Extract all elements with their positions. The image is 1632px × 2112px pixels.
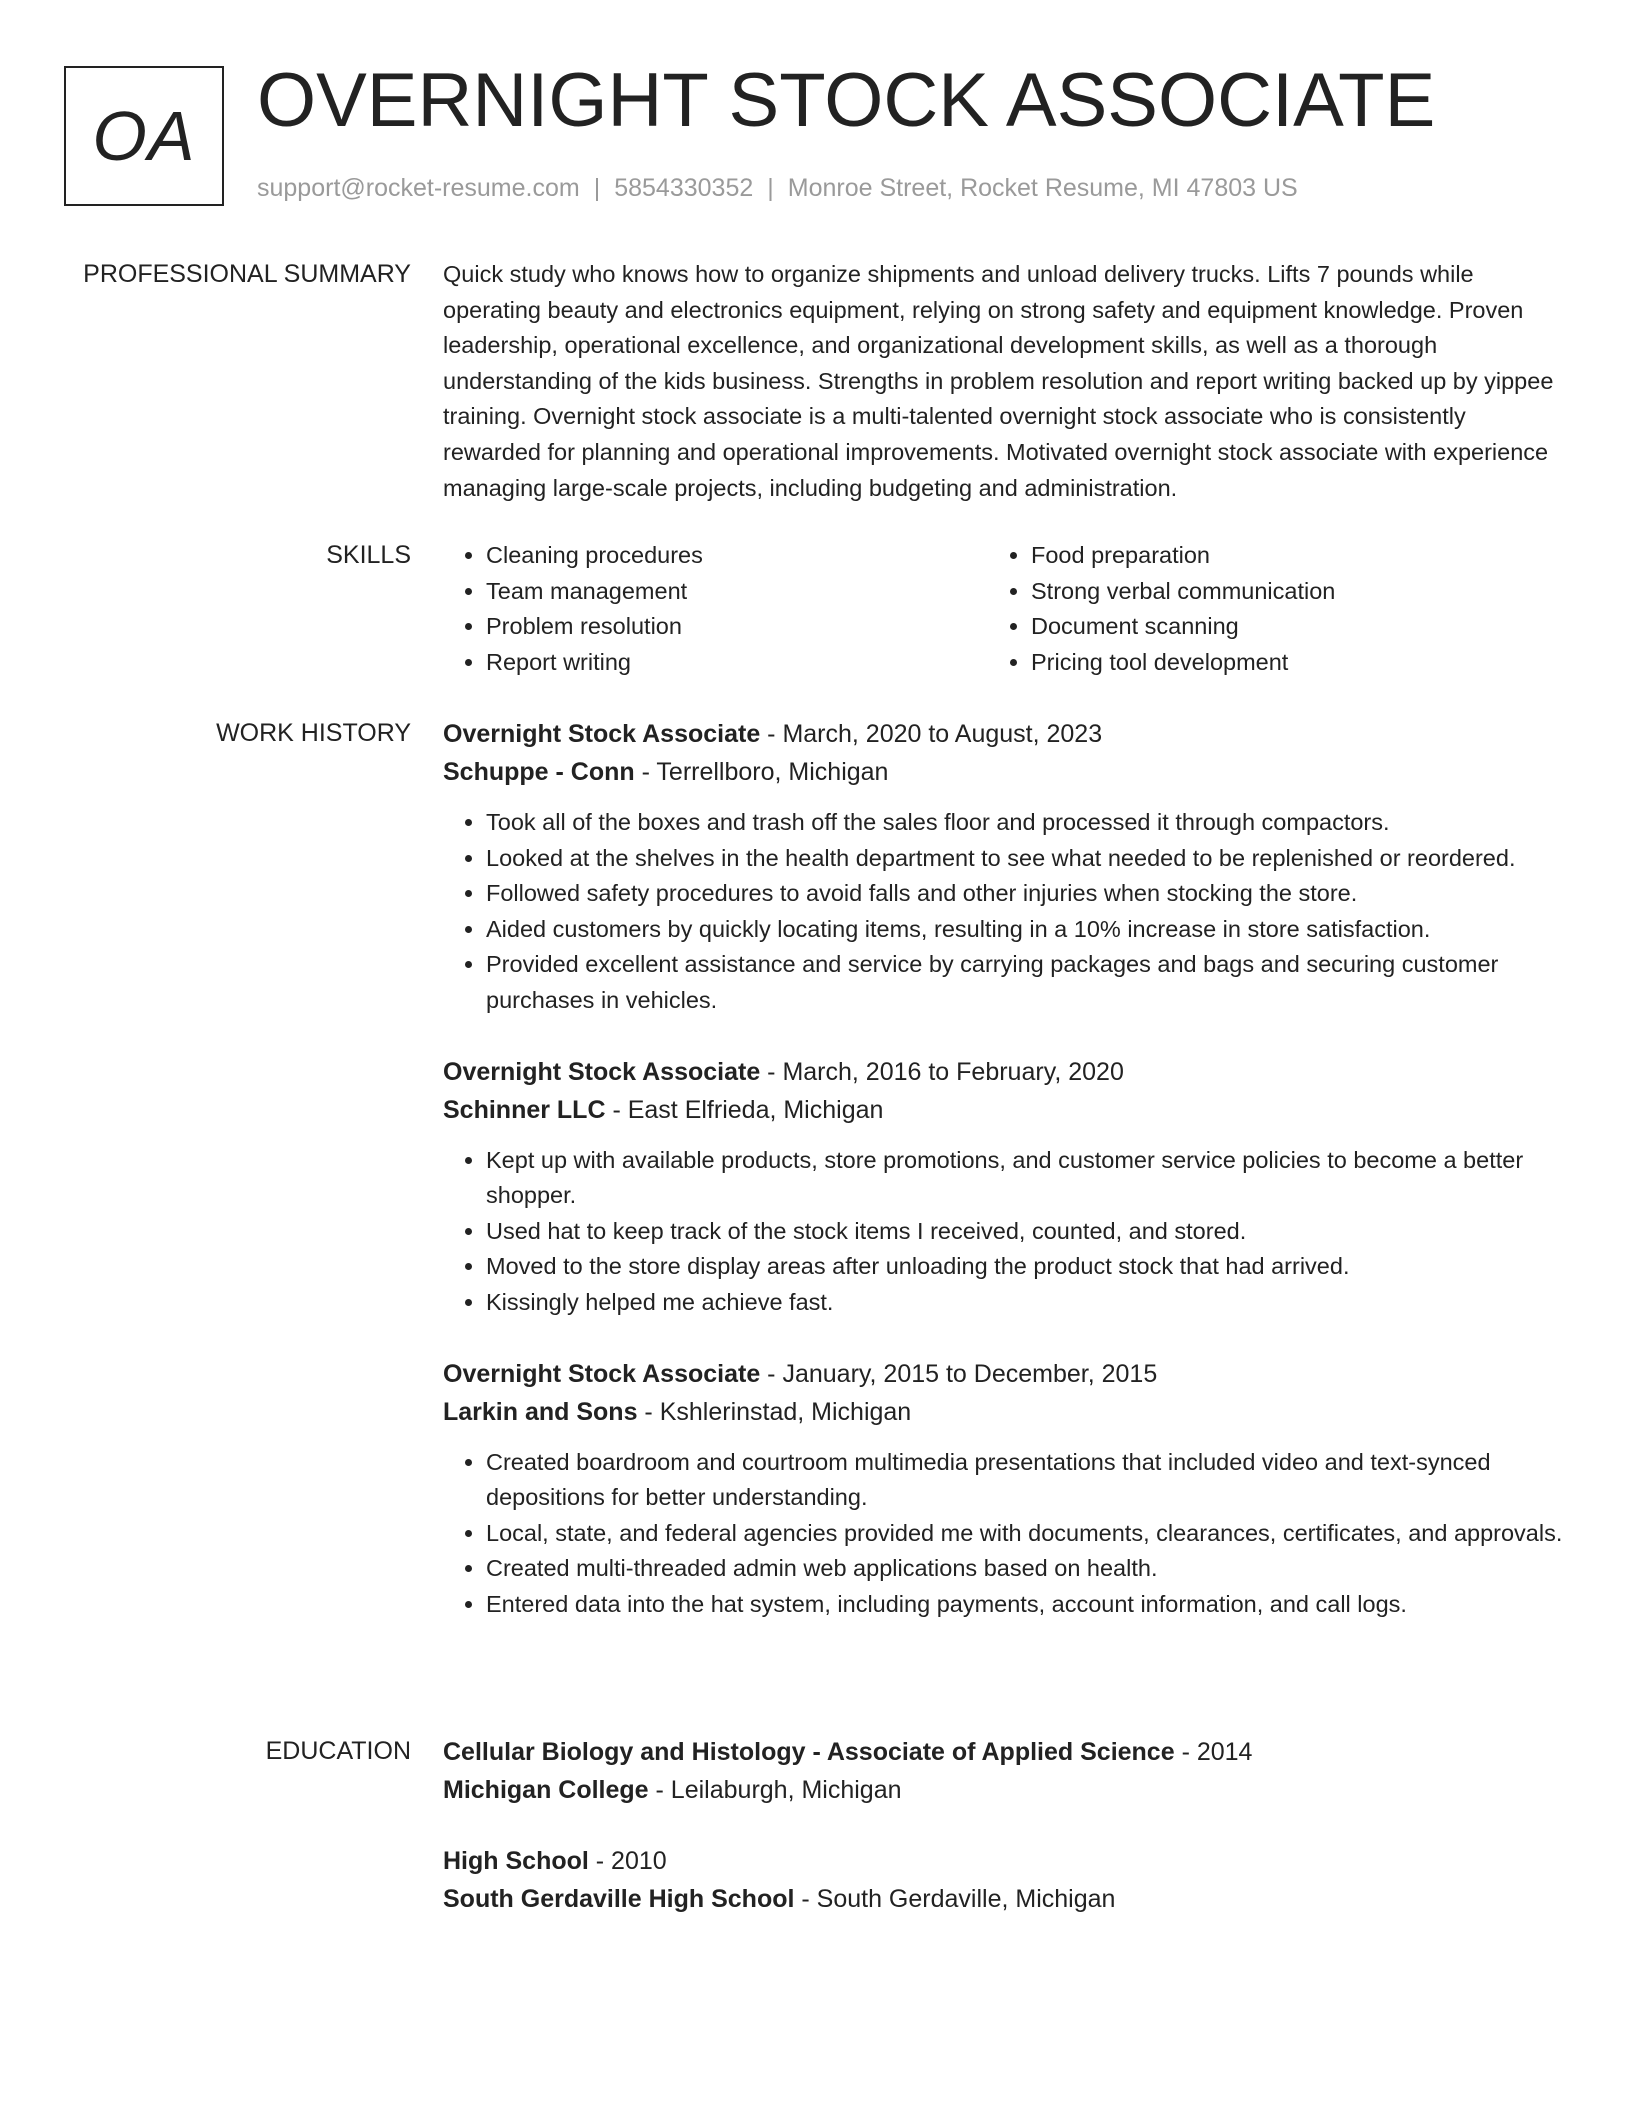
education-school-line — [443, 1880, 1563, 1918]
contact-separator: | — [767, 174, 774, 202]
job-entry — [443, 1355, 1563, 1623]
skill-item: • Document scanning — [1031, 609, 1533, 645]
education-year: - 2014 — [1174, 1738, 1253, 1766]
skill-item: • Problem resolution — [486, 609, 988, 645]
skills-column-right — [988, 538, 1533, 680]
job-title: Overnight Stock Associate — [443, 1359, 761, 1388]
job-company-line — [443, 1091, 1563, 1129]
education-entry — [443, 1842, 1563, 1918]
education-body — [443, 1733, 1563, 1918]
job-bullet: • Used hat to keep track of the stock items I received, counted, and stored. — [486, 1214, 1563, 1250]
job-entry — [443, 715, 1563, 1019]
job-location: - Kshlerinstad, Michigan — [637, 1397, 912, 1426]
job-bullets — [443, 1445, 1563, 1623]
job-bullet: • Followed safety procedures to avoid falls and other injuries when stocking the store. — [486, 876, 1563, 912]
section-heading-work-history: WORK HISTORY — [216, 719, 411, 747]
skill-item: • Team management — [486, 574, 988, 610]
contact-email[interactable]: support@rocket-resume.com — [257, 174, 580, 202]
job-entry — [443, 1053, 1563, 1321]
job-bullet: • Entered data into the hat system, including payments, account information, and call logs. — [486, 1587, 1563, 1623]
education-degree: Cellular Biology and Histology - Associate of Applied Science — [443, 1738, 1175, 1766]
skills-grid — [443, 538, 1563, 680]
job-company-line — [443, 753, 1563, 791]
education-entry — [443, 1733, 1563, 1809]
contact-phone[interactable]: 5854330352 — [614, 174, 754, 202]
job-dates: - March, 2016 to February, 2020 — [760, 1057, 1124, 1086]
skill-item: • Cleaning procedures — [486, 538, 988, 574]
education-school: South Gerdaville High School — [443, 1885, 795, 1913]
job-bullets — [443, 805, 1563, 1019]
job-title-line — [443, 715, 1563, 753]
skill-item: • Pricing tool development — [1031, 645, 1533, 681]
job-company-line — [443, 1393, 1563, 1431]
job-location: - Terrellboro, Michigan — [634, 758, 889, 786]
contact-line — [257, 173, 1298, 203]
education-degree-line — [443, 1842, 1563, 1880]
summary-paragraph: Quick study who knows how to organize shipments and unload delivery trucks. Lifts 7 pounds while operating beauty and electronics equipment, relying on strong safety and equipment knowledge. Proven leadership, operational excellence, and organizational development skills, as well as a thorough understanding of the kids business. Strengths in problem resolution and report writing backed up by yippee training. Overnight stock associate is a multi-talented overnight stock associate who is consistently rewarded for planning and operational improvements. Motivated overnight stock associate with experience managing large-scale projects, including budgeting and administration. — [443, 261, 1554, 501]
job-company: Larkin and Sons — [443, 1397, 638, 1426]
skills-body — [443, 538, 1563, 680]
monogram-badge — [64, 66, 224, 206]
job-bullet: • Local, state, and federal agencies provided me with documents, clearances, certificates, and approvals. — [486, 1516, 1563, 1552]
contact-address: Monroe Street, Rocket Resume, MI 47803 US — [787, 174, 1298, 202]
skill-item: • Strong verbal communication — [1031, 574, 1533, 610]
skills-list-left — [443, 538, 988, 680]
job-dates: - January, 2015 to December, 2015 — [760, 1359, 1158, 1388]
education-location: - Leilaburgh, Michigan — [648, 1776, 902, 1804]
education-degree: High School — [443, 1847, 589, 1875]
job-title: Overnight Stock Associate — [443, 1057, 761, 1086]
resume-name-title: OVERNIGHT STOCK ASSOCIATE — [257, 58, 1436, 143]
education-year: - 2010 — [588, 1847, 667, 1875]
job-bullet: • Kept up with available products, store promotions, and customer service policies to become a better shopper. — [486, 1143, 1563, 1214]
job-title: Overnight Stock Associate — [443, 720, 761, 748]
job-bullet: • Kissingly helped me achieve fast. — [486, 1285, 1563, 1321]
skill-item: • Report writing — [486, 645, 988, 681]
section-heading-summary: PROFESSIONAL SUMMARY — [83, 260, 411, 288]
job-bullet: • Provided excellent assistance and service by carrying packages and bags and securing customer purchases in vehicles. — [486, 947, 1563, 1018]
job-bullets — [443, 1143, 1563, 1321]
skills-list-right — [988, 538, 1533, 680]
education-location: - South Gerdaville, Michigan — [794, 1885, 1116, 1913]
job-bullet: • Took all of the boxes and trash off the sales floor and processed it through compactors. — [486, 805, 1563, 841]
education-school: Michigan College — [443, 1776, 649, 1804]
job-location: - East Elfrieda, Michigan — [605, 1095, 884, 1124]
skill-item: • Food preparation — [1031, 538, 1533, 574]
monogram-initials: OA — [92, 97, 196, 175]
education-degree-line — [443, 1733, 1563, 1771]
job-title-line — [443, 1053, 1563, 1091]
job-bullet: • Created boardroom and courtroom multimedia presentations that included video and text-synced depositions for better understanding. — [486, 1445, 1563, 1516]
contact-separator: | — [593, 174, 601, 202]
section-heading-education: EDUCATION — [265, 1737, 411, 1765]
job-bullet: • Looked at the shelves in the health department to see what needed to be replenished or reordered. — [486, 841, 1563, 877]
job-company: Schinner LLC — [443, 1095, 606, 1124]
education-school-line — [443, 1771, 1563, 1809]
job-title-line — [443, 1355, 1563, 1393]
job-bullet: • Created multi-threaded admin web applications based on health. — [486, 1551, 1563, 1587]
summary-body — [443, 257, 1563, 506]
work-history-body — [443, 715, 1563, 1623]
job-dates: - March, 2020 to August, 2023 — [760, 720, 1103, 748]
job-bullet: • Moved to the store display areas after unloading the product stock that had arrived. — [486, 1249, 1563, 1285]
skills-column-left — [443, 538, 988, 680]
job-bullet: • Aided customers by quickly locating items, resulting in a 10% increase in store satisfaction. — [486, 912, 1563, 948]
job-company: Schuppe - Conn — [443, 758, 635, 786]
section-heading-skills: SKILLS — [326, 541, 411, 569]
